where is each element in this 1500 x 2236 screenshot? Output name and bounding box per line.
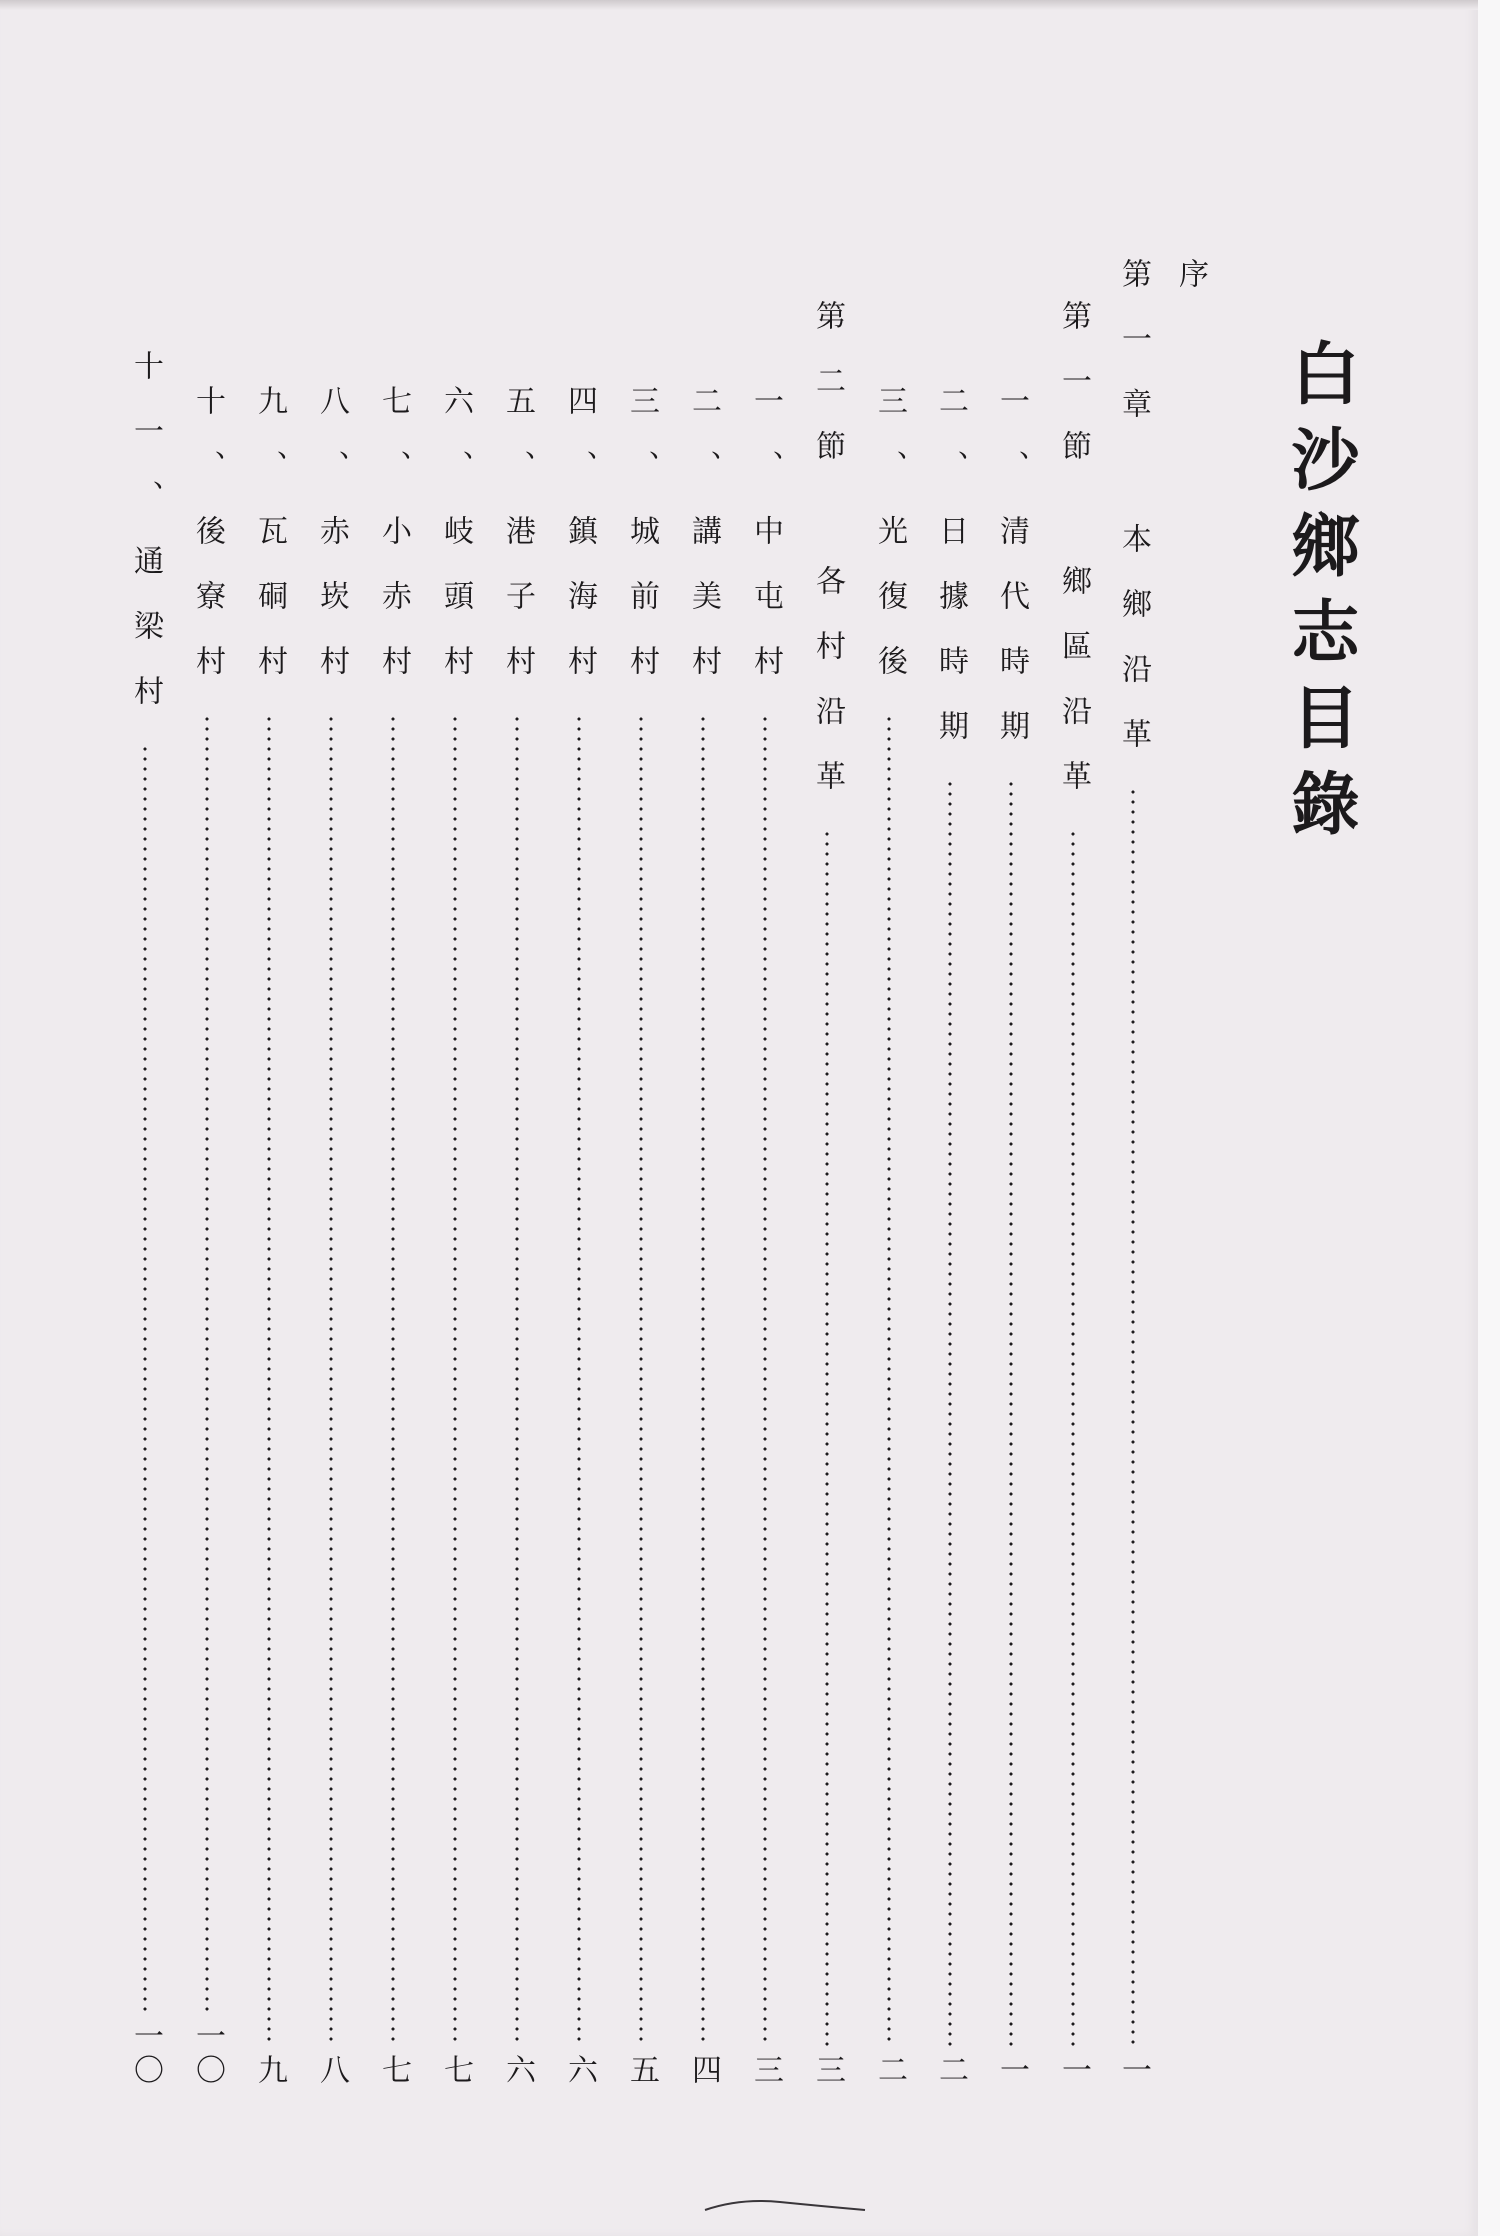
dot-leader xyxy=(763,714,767,2046)
toc-entry-label: 三、光復後 xyxy=(872,385,907,710)
dot-leader xyxy=(577,714,581,2046)
toc-entry-label: 二、講美村 xyxy=(686,385,721,710)
toc-page-number: 三 xyxy=(810,2054,845,2088)
toc-entry-label: 八、赤崁村 xyxy=(314,385,349,710)
dot-leader xyxy=(391,714,395,2046)
toc-entry-section-2 xyxy=(810,300,845,2088)
toc-entry-label: 十、後寮村 xyxy=(190,385,225,710)
toc-page-number: 二 xyxy=(933,2054,968,2088)
toc-entry-village xyxy=(252,385,287,2088)
dot-leader xyxy=(701,714,705,2046)
toc-entry-village xyxy=(314,385,349,2088)
toc-entry-village xyxy=(438,385,473,2088)
toc-page-number: 六 xyxy=(500,2054,535,2088)
toc-entry-village xyxy=(376,385,411,2088)
toc-page-number: 七 xyxy=(376,2054,411,2088)
dot-leader xyxy=(887,714,891,2046)
dot-leader xyxy=(639,714,643,2046)
toc-entry-label: 二、日據時期 xyxy=(933,385,968,775)
toc-entry-village xyxy=(748,385,783,2088)
toc-entry-label: 第一章 本鄉沿革 xyxy=(1116,258,1151,783)
toc-entry-chapter-1 xyxy=(1116,258,1151,2088)
toc-entry-label: 第二節 各村沿革 xyxy=(810,300,845,825)
toc-entry-village xyxy=(500,385,535,2088)
toc-entry-label: 五、港子村 xyxy=(500,385,535,710)
toc-page-number: 一〇 xyxy=(190,2020,225,2088)
toc-entry-label: 第一節 鄉區沿革 xyxy=(1056,300,1091,825)
toc-entry-label: 三、城前村 xyxy=(624,385,659,710)
toc-entry-label: 七、小赤村 xyxy=(376,385,411,710)
toc-page-number: 一 xyxy=(1056,2054,1091,2088)
dot-leader xyxy=(267,714,271,2046)
dot-leader xyxy=(515,714,519,2046)
toc-page-number: 七 xyxy=(438,2054,473,2088)
toc-entry-village xyxy=(190,385,225,2088)
toc-entry-label: 六、岐頭村 xyxy=(438,385,473,710)
page-margin xyxy=(1478,0,1500,2236)
toc-page-number: 四 xyxy=(686,2054,721,2088)
toc-entry-village xyxy=(624,385,659,2088)
toc-entry-label: 十一、通梁村 xyxy=(128,350,163,740)
toc-page-number: 一 xyxy=(1116,2054,1151,2088)
toc-entry-village xyxy=(562,385,597,2088)
dot-leader xyxy=(143,744,147,2012)
toc-page-number: 三 xyxy=(748,2054,783,2088)
dot-leader xyxy=(205,714,209,2012)
dot-leader xyxy=(329,714,333,2046)
toc-page-number: 五 xyxy=(624,2054,659,2088)
toc-entry-preface xyxy=(1173,258,1208,323)
dot-leader xyxy=(1131,787,1135,2046)
dot-leader xyxy=(1009,779,1013,2046)
toc-entry-village xyxy=(128,350,163,2088)
toc-entry-label: 九、瓦硐村 xyxy=(252,385,287,710)
toc-entry-item xyxy=(933,385,968,2088)
toc-entry-village xyxy=(686,385,721,2088)
toc-page-number: 九 xyxy=(252,2054,287,2088)
dot-leader xyxy=(453,714,457,2046)
toc-entry-section-1 xyxy=(1056,300,1091,2088)
dot-leader xyxy=(948,779,952,2046)
page-title: 白沙鄉志目錄 xyxy=(1280,338,1360,854)
toc-page-number: 六 xyxy=(562,2054,597,2088)
toc-page-number: 一 xyxy=(994,2054,1029,2088)
toc-page-number: 二 xyxy=(872,2054,907,2088)
toc-page-number: 一〇 xyxy=(128,2020,163,2088)
toc-entry-label: 一、清代時期 xyxy=(994,385,1029,775)
toc-entry-label: 序 xyxy=(1173,258,1208,323)
toc-entry-label: 四、鎮海村 xyxy=(562,385,597,710)
dot-leader xyxy=(1071,829,1075,2046)
toc-entry-item xyxy=(872,385,907,2088)
toc-entry-item xyxy=(994,385,1029,2088)
page-bottom-ornament xyxy=(700,2188,870,2218)
toc-entry-label: 一、中屯村 xyxy=(748,385,783,710)
page-top-edge xyxy=(0,0,1478,10)
dot-leader xyxy=(825,829,829,2046)
toc-page-number: 八 xyxy=(314,2054,349,2088)
